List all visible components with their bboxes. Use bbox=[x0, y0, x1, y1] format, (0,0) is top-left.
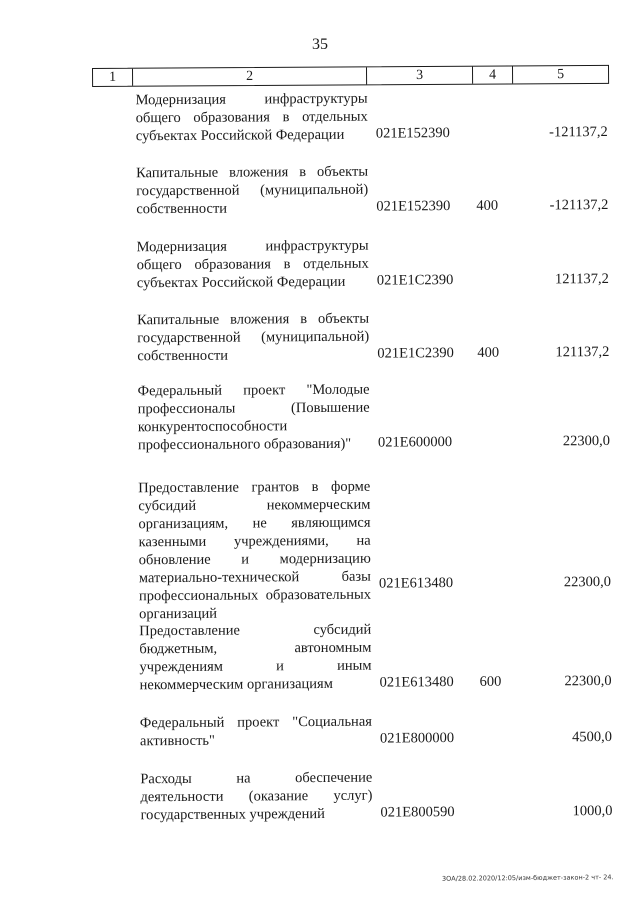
row-description: Капитальные вложения в объекты государственной (муниципальной) собственности bbox=[137, 310, 370, 365]
row-amount: 1000,0 bbox=[572, 802, 613, 820]
row-description: Капитальные вложения в объекты государственной (муниципальной) собственности bbox=[136, 163, 369, 218]
footer-stamp: 3ОА/28.02.2020/12:05/изм-бюджет-закон-2 чт- 24. bbox=[442, 873, 615, 883]
row-code: 021E1C2390 bbox=[377, 345, 454, 362]
row-amount: 121137,2 bbox=[555, 343, 610, 361]
row-code: 021E600000 bbox=[377, 434, 453, 451]
column-header: 5 bbox=[557, 67, 565, 83]
table-row bbox=[0, 308, 639, 365]
row-description: Предоставление субсидий бюджетным, автономным учреждениям и иным некоммерческим организациям bbox=[139, 621, 372, 694]
row-code: 021E800590 bbox=[380, 804, 455, 821]
row-code: 021E152390 bbox=[376, 198, 451, 215]
table-row bbox=[0, 235, 639, 292]
table-row bbox=[0, 161, 638, 218]
row-amount: 22300,0 bbox=[563, 573, 611, 591]
row-amount: 4500,0 bbox=[572, 728, 613, 746]
page-number: 35 bbox=[312, 36, 328, 53]
row-type: 400 bbox=[477, 344, 500, 361]
column-header: 4 bbox=[473, 66, 513, 83]
column-header: 1 bbox=[93, 69, 133, 86]
row-type: 600 bbox=[479, 673, 502, 690]
row-code: 021E152390 bbox=[375, 125, 450, 142]
row-description: Предоставление грантов в форме субсидий некоммерческим организациям, не являющимся казенными учреждениями, на обновление и модернизацию материально-технической базы профессиональных образовательных организаций bbox=[138, 478, 372, 623]
table-row bbox=[0, 379, 640, 454]
row-amount: -121137,2 bbox=[549, 123, 608, 141]
table-row bbox=[0, 476, 640, 623]
row-type: 400 bbox=[476, 197, 499, 214]
row-code: 021E800000 bbox=[379, 730, 455, 747]
table-row bbox=[0, 88, 637, 145]
table-row bbox=[2, 767, 640, 824]
table-row bbox=[2, 711, 640, 750]
row-description: Модернизация инфраструктуры общего образования в отдельных субъектах Российской Федерации bbox=[136, 237, 369, 292]
row-amount: 22300,0 bbox=[564, 672, 612, 690]
row-code: 021E1C2390 bbox=[376, 272, 454, 289]
row-description: Модернизация инфраструктуры общего образования в отдельных субъектах Российской Федерации bbox=[135, 90, 368, 145]
row-code: 021E613480 bbox=[378, 575, 454, 592]
row-description: Расходы на обеспечение деятельности (оказание услуг) государственных учреждений bbox=[140, 769, 373, 824]
row-code: 021E613480 bbox=[379, 674, 454, 691]
row-description: Федеральный проект "Социальная активность" bbox=[139, 713, 372, 750]
row-amount: -121137,2 bbox=[549, 196, 609, 214]
column-header: 2 bbox=[133, 67, 367, 85]
column-header: 3 bbox=[367, 67, 473, 85]
row-description: Федеральный проект "Молодые профессионалы (Повышение конкурентоспособности профессионального образования)" bbox=[137, 381, 370, 454]
row-amount: 22300,0 bbox=[562, 432, 610, 450]
row-amount: 121137,2 bbox=[554, 270, 609, 288]
